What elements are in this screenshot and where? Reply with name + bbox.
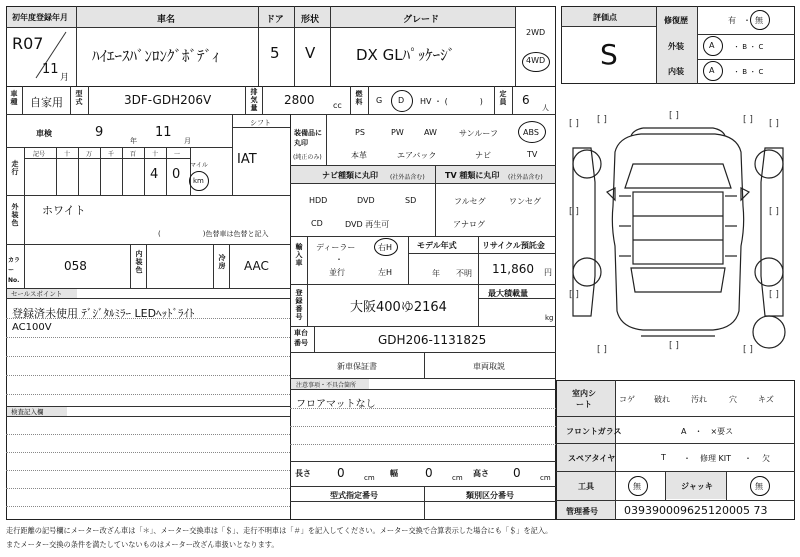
model-value: 3DF-GDH206V xyxy=(124,93,212,107)
navi-label: ナビ種類に丸印 xyxy=(322,171,378,180)
equip-leather: 本革 xyxy=(351,151,367,160)
repair-label: 修復歴 xyxy=(664,16,688,25)
model-year-unit: 年 xyxy=(432,269,440,278)
shape-label: 形状 xyxy=(301,15,320,25)
month-value: 11 xyxy=(42,62,59,77)
height-unit: cm xyxy=(540,474,551,482)
svg-text:[ ]: [ ] xyxy=(669,111,679,121)
registration-label: 登録番号 xyxy=(295,289,303,321)
shift-value: IAT xyxy=(237,152,257,167)
length-value: 0 xyxy=(337,466,345,480)
car-type-label: 車種 xyxy=(10,90,18,106)
navi-sub: (社外品含む) xyxy=(390,174,425,181)
spare-dot1: ・ xyxy=(683,454,691,463)
tools-label: 工具 xyxy=(578,482,594,491)
inspection-year-unit: 年 xyxy=(130,137,137,145)
interior-a: A xyxy=(709,66,715,75)
exterior-b: ・ B ・ C xyxy=(733,43,764,51)
max-load-label: 最大積載量 xyxy=(488,289,528,298)
jack-label: ジャッキ xyxy=(681,482,713,491)
svg-text:[ ]: [ ] xyxy=(569,290,579,300)
interior-b: ・ B ・ C xyxy=(733,68,764,76)
exterior-label: 外装 xyxy=(668,42,684,51)
equip-ps: PS xyxy=(355,128,365,137)
tv-fullseg: フルセグ xyxy=(454,197,486,206)
ext-color-label: 外装色 xyxy=(11,203,19,227)
notes-label: 注意事項・不具合箇所 xyxy=(296,382,357,389)
equip-sub: (純正のみ) xyxy=(293,154,322,161)
score-value: S xyxy=(600,38,618,71)
recycle-unit: 円 xyxy=(544,268,552,277)
equip-label: 装備品に丸印 xyxy=(294,129,322,147)
svg-text:[ ]: [ ] xyxy=(743,345,753,355)
tv-analog: アナログ xyxy=(453,220,485,229)
score-label: 評価点 xyxy=(593,13,617,22)
max-load-unit: kg xyxy=(545,314,554,322)
color-no-label: カラーNo. xyxy=(8,257,21,284)
inspector-label: 検査記入欄 xyxy=(11,408,44,416)
import-parallel: 並行 xyxy=(329,268,345,277)
odo-head-2: 万 xyxy=(86,151,93,158)
width-value: 0 xyxy=(425,466,433,480)
windshield-label: フロントガラス xyxy=(566,427,622,436)
spare-kit: 修理 KIT xyxy=(700,454,732,463)
car-name: ﾊｲｴｰｽﾊﾞﾝﾛﾝｸﾞﾎﾞﾃﾞｨ xyxy=(92,47,220,65)
equip-tv: TV xyxy=(527,150,538,159)
length-unit: cm xyxy=(364,474,375,482)
tv-oneseg: ワンセグ xyxy=(509,197,541,206)
length-label: 長さ xyxy=(295,469,311,478)
navi-sd: SD xyxy=(405,196,417,205)
spare-t: T xyxy=(661,453,666,462)
seat-stain: 汚れ xyxy=(691,395,707,404)
odo-digit-4: 4 xyxy=(150,167,159,182)
inspection-year: 9 xyxy=(95,125,104,140)
notes-value: フロアマットなし xyxy=(296,399,376,410)
grade-value: DX GLﾊﾟｯｹｰｼﾞ xyxy=(356,46,456,64)
equip-airbag: エアバック xyxy=(397,151,437,160)
management-label: 管理番号 xyxy=(566,507,598,516)
inspection-label: 車検 xyxy=(36,129,52,138)
tv-sub: (社外品含む) xyxy=(508,174,543,181)
shift-label: シフト xyxy=(250,119,271,127)
fuel-label: 燃料 xyxy=(355,90,363,106)
management-value: 039390009625120005 73 xyxy=(624,504,768,517)
recycle-label: リサイクル預託金 xyxy=(482,241,545,250)
ext-color-note: ( )色替車は色替と記入 xyxy=(158,230,269,238)
displacement-label: 排気量 xyxy=(250,88,258,112)
svg-text:[ ]: [ ] xyxy=(569,207,579,217)
chassis-value: GDH206-1131825 xyxy=(378,333,487,347)
width-unit: cm xyxy=(452,474,463,482)
svg-text:[ ]: [ ] xyxy=(769,207,779,217)
navi-cd: CD xyxy=(311,219,323,228)
inspection-month-unit: 月 xyxy=(184,137,191,145)
grade-label: グレード xyxy=(403,15,440,25)
repair-no: 無 xyxy=(755,16,763,25)
seat-burn: コゲ xyxy=(619,395,635,404)
spare-tire-label: スペアタイヤ xyxy=(568,454,616,463)
capacity-unit: 人 xyxy=(542,104,549,112)
navi-dvd: DVD xyxy=(357,196,375,205)
tv-label: TV 種類に丸印 xyxy=(445,171,500,180)
sales-point-line1: 登録済未使用 ﾃﾞｼﾞﾀﾙﾐﾗｰ LEDﾍｯﾄﾞﾗｲﾄ xyxy=(12,307,195,320)
odo-head-0: 記号 xyxy=(33,151,46,158)
equip-navi: ナビ xyxy=(475,151,491,160)
type-designation-label: 型式指定番号 xyxy=(330,491,378,500)
ac-value: AAC xyxy=(244,259,269,273)
seat-tear: 破れ xyxy=(654,395,670,404)
ac-label: 冷房 xyxy=(218,254,226,270)
displacement-unit: cc xyxy=(333,101,342,110)
spare-dot2: ・ xyxy=(744,454,752,463)
year-era: R07 xyxy=(12,34,44,53)
footer-line1: 走行距離の記号欄にメーター改ざん車は「＊」、メーター交換車は「＄」、走行不明車は「＃」を記入してください。メーター交換で合算表示した場合にも「＄」を記入。 xyxy=(6,526,553,535)
fuel-hv: HV ・ ( ) xyxy=(420,97,483,106)
seat-scratch: キズ xyxy=(758,395,774,404)
tools-value: 無 xyxy=(633,482,641,491)
model-year-label: モデル年式 xyxy=(417,241,457,250)
drive-2wd: 2WD xyxy=(526,28,546,37)
svg-text:[ ]: [ ] xyxy=(743,115,753,125)
equip-pw: PW xyxy=(391,128,404,137)
month-unit: 月 xyxy=(60,73,70,83)
interior-seat-label: 室内シート xyxy=(572,389,596,409)
svg-text:[ ]: [ ] xyxy=(769,119,779,129)
first-reg-label: 初年度登録年月 xyxy=(12,13,68,22)
navi-hdd: HDD xyxy=(309,196,328,205)
odo-head-1: 十 xyxy=(64,151,71,158)
odo-head-4: 百 xyxy=(130,151,137,158)
fuel-d: D xyxy=(398,96,405,105)
recycle-value: 11,860 xyxy=(492,262,534,276)
car-name-label: 車名 xyxy=(157,15,176,25)
svg-text:[ ]: [ ] xyxy=(597,115,607,125)
repair-dot: ・ xyxy=(743,16,751,25)
windshield-value: A ・ ×要ス xyxy=(681,427,734,436)
model-year-unknown: 不明 xyxy=(456,269,472,278)
repair-yes: 有 xyxy=(728,16,736,25)
main-form xyxy=(6,6,556,520)
svg-text:[ ]: [ ] xyxy=(769,290,779,300)
interior-label: 内装 xyxy=(668,67,684,76)
odo-head-6: 一 xyxy=(174,151,181,158)
seat-hole: 穴 xyxy=(729,395,737,404)
odo-km: km xyxy=(193,177,204,185)
odo-mile: マイル xyxy=(190,162,208,169)
capacity-label: 定員 xyxy=(499,90,507,106)
displacement-value: 2800 xyxy=(284,93,315,107)
odometer-label: 走行 xyxy=(11,160,19,176)
door-label: ドア xyxy=(266,15,284,25)
import-right-h: 右H xyxy=(378,243,393,252)
equip-abs: ABS xyxy=(523,128,539,137)
height-value: 0 xyxy=(513,466,521,480)
registration-value: 大阪400ゆ2164 xyxy=(350,300,447,315)
navi-dvd-play: DVD 再生可 xyxy=(345,220,390,229)
ext-color-value: ホワイト xyxy=(42,204,86,217)
import-left-h: 左H xyxy=(378,268,393,277)
car-use: 自家用 xyxy=(30,96,63,109)
equip-sunroof: サンルーフ xyxy=(459,129,498,138)
import-dealer: ディーラー xyxy=(316,243,356,252)
exterior-a: A xyxy=(709,41,715,50)
chassis-label: 車台番号 xyxy=(294,329,308,347)
footer-line2: またメーター交換の条件を満たしていないものはメーター改ざん車扱いとなります。 xyxy=(6,540,279,549)
svg-text:[ ]: [ ] xyxy=(569,119,579,129)
interior-color-label: 内装色 xyxy=(135,250,143,274)
equip-aw: AW xyxy=(424,128,437,137)
spare-missing: 欠 xyxy=(762,454,770,463)
width-label: 幅 xyxy=(390,469,398,478)
vehicle-manual: 車両取説 xyxy=(473,362,505,371)
odo-head-3: 千 xyxy=(108,151,115,158)
color-no-value: 058 xyxy=(64,259,87,273)
capacity-value: 6 xyxy=(522,93,530,107)
svg-text:[ ]: [ ] xyxy=(597,345,607,355)
svg-text:[ ]: [ ] xyxy=(669,341,679,351)
import-label: 輸入車 xyxy=(295,243,303,267)
sales-point-line2: AC100V xyxy=(12,322,52,333)
drive-4wd: 4WD xyxy=(526,56,546,65)
import-dot: ・ xyxy=(335,255,343,264)
class-designation-label: 類別区分番号 xyxy=(466,491,514,500)
model-label: 型式 xyxy=(75,90,83,106)
odo-digit-5: 0 xyxy=(172,167,181,182)
fuel-g: G xyxy=(376,96,383,105)
new-car-warranty: 新車保証書 xyxy=(337,362,377,371)
car-diagram xyxy=(561,96,795,376)
sales-point-label: セールスポイント xyxy=(11,290,63,298)
odo-head-5: 十 xyxy=(152,151,159,158)
shape-value: V xyxy=(305,44,316,62)
height-label: 高さ xyxy=(473,469,489,478)
door-value: 5 xyxy=(270,44,280,62)
inspection-month: 11 xyxy=(155,125,172,140)
jack-value: 無 xyxy=(755,482,763,491)
